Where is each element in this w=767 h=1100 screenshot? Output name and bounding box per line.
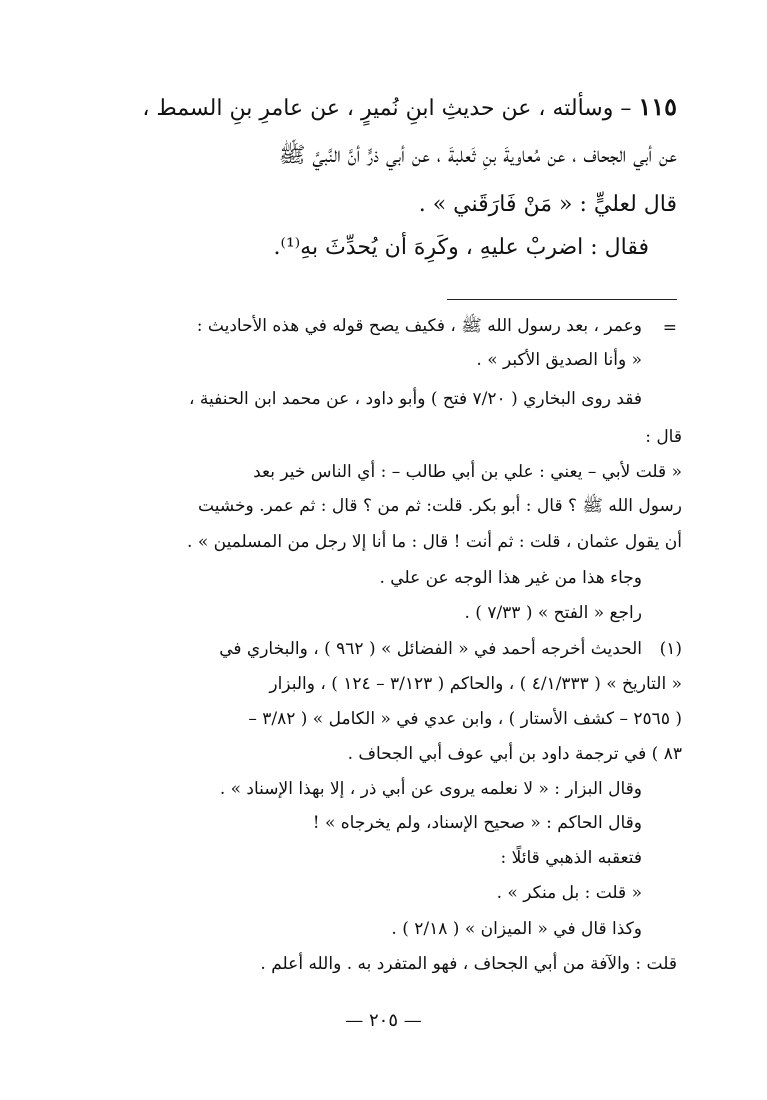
footnote-1-line: ٨٣ ) في ترجمة داود بن أبي عوف أبي الجحاف .: [347, 744, 682, 764]
footnote-1-line: « التاريخ » ( ٤/١/٣٣٣ ) ، والحاكم ( ٣/١٢٣ – ١٢٤ ) ، والبزار: [269, 674, 682, 694]
footnote-line: رسول الله ﷺ ؟ قال : أبو بكر. قلت: ثم من ؟ قال : ثم عمر. وخشيت: [198, 496, 682, 516]
page-number: — ٢٠٥ —: [345, 1010, 422, 1031]
footnote-1-line: وقال البزار : « لا نعلمه يروى عن أبي ذر ، إلا بهذا الإسناد » .: [219, 779, 642, 799]
footnote-1-marker: (١): [659, 639, 682, 659]
footnote-line: فقد روى البخاري ( ٧/٢٠ فتح ) وأبو داود ، عن محمد ابن الحنفية ،: [188, 389, 642, 409]
continuation-marker: =: [662, 318, 677, 338]
footnote-line: وجاء هذا من غير هذا الوجه عن علي .: [379, 568, 642, 588]
footnote-1-line: قلت : والآفة من أبي الجحاف ، فهو المتفرد به . والله أعلم .: [260, 954, 677, 974]
footnote-line: « قلت لأبي – يعني : علي بن أبي طالب – : أي الناس خير بعد: [253, 462, 682, 482]
hadith-line-1: [67, 92, 677, 124]
footnote-line: أن يقول عثمان ، قلت : ثم أنت ! قال : ما أنا إلا رجل من المسلمين » .: [187, 532, 682, 552]
footnote-1-line: ( ٢٥٦٥ – كشف الأستار ) ، وابن عدي في « الكامل » ( ٣/٨٢ –: [248, 709, 682, 729]
hadith-line-4: فقال : اضربْ عليهِ ، وكَرِهَ أن يُحدِّثَ بهِ⁽¹⁾.: [273, 235, 649, 260]
footnote-line: قال :: [645, 427, 682, 447]
hadith-line-2: عن أبي الجحاف ، عن مُعاويةَ بنِ ثَعلبةَ ، عن أبي ذرٍّ أنَّ النَّبيَّ ﷺ: [278, 143, 677, 168]
footnote-1-line: الحديث أخرجه أحمد في « الفضائل » ( ٩٦٢ ) ، والبخاري في: [219, 639, 642, 659]
footnote-1-line: فتعقبه الذهبي قائلًا :: [500, 848, 642, 868]
hadith-line-1-text: – وسألته ، عن حديثِ ابنِ نُميرٍ ، عن عامرِ بنِ السمط ،: [142, 96, 639, 121]
hadith-number: ١١٥: [638, 92, 677, 121]
footnote-1-line: وقال الحاكم : « صحيح الإسناد، ولم يخرجاه » !: [312, 813, 642, 833]
hadith-line-3: قال لعليٍّ : « مَنْ فَارَقَني » .: [418, 192, 677, 217]
footnote-1-line: وكذا قال في « الميزان » ( ٢/١٨ ) .: [391, 919, 642, 939]
footnote-1-line: « قلت : بل منكر » .: [496, 883, 642, 903]
footnote-line: وعمر ، بعد رسول الله ﷺ ، فكيف يصح قوله في هذه الأحاديث :: [196, 316, 642, 336]
footnote-divider: [447, 299, 677, 300]
footnote-line: « وأنا الصديق الأكبر » .: [476, 350, 642, 370]
footnote-line: راجع « الفتح » ( ٧/٣٣ ) .: [464, 603, 642, 623]
